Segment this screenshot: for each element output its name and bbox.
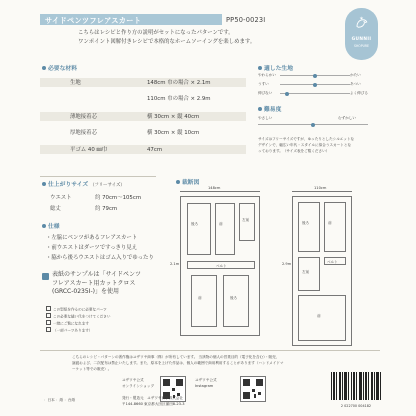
bullet-icon bbox=[42, 66, 46, 70]
bullet-icon bbox=[258, 66, 262, 70]
qr-icon bbox=[241, 377, 265, 401]
scale-left-label: 伸びない bbox=[258, 91, 273, 95]
product-code: PP50-0023I bbox=[226, 16, 266, 24]
difficulty-marker bbox=[311, 123, 315, 127]
barcode-number: 2 022700 004182 bbox=[340, 404, 372, 408]
checklist-item: この必要な縫い代をつけてください bbox=[46, 313, 111, 319]
width-dimension-line bbox=[180, 191, 260, 192]
finish-value: 約 79cm bbox=[95, 206, 118, 212]
difficulty-track bbox=[258, 124, 368, 125]
material-label: 厚地接着芯 bbox=[70, 130, 97, 136]
scale-left-label: うすい bbox=[258, 82, 269, 86]
bird-icon bbox=[354, 16, 369, 31]
finish-value: 約 70cm〜105cm bbox=[95, 195, 142, 201]
spec-item: ・前ウエストはダーツですっきり見え bbox=[46, 245, 138, 251]
bullet-icon bbox=[42, 224, 46, 228]
material-value: 110cm 巾の場合 × 2.9m bbox=[147, 96, 211, 102]
material-label: 薄地接着芯 bbox=[70, 114, 97, 120]
difficulty-heading: 難易度 bbox=[258, 104, 281, 113]
logo-name: GUNNII bbox=[351, 37, 372, 42]
scissors-icon bbox=[42, 273, 49, 280]
divider bbox=[40, 176, 156, 177]
finish-label: ウエスト bbox=[50, 195, 72, 201]
fabric-heading: 適した生地 bbox=[258, 63, 293, 72]
pattern-piece: 左前 bbox=[239, 203, 255, 241]
checklist-item: この型紙を作るのに必要なパーツ bbox=[46, 306, 107, 312]
width-dimension-line bbox=[292, 191, 352, 192]
scale-right-label: あつい bbox=[350, 82, 361, 86]
scale-right-label: よく伸びる bbox=[350, 91, 368, 95]
scale-marker bbox=[285, 92, 289, 96]
sample-note-line: フレアスカート用カットクロス bbox=[52, 279, 136, 287]
spec-item: ・脇から後ろウエストはゴム入りでゆったり bbox=[46, 255, 154, 261]
scale-marker bbox=[313, 74, 317, 78]
material-value: 横 30cm × 縦 40cm bbox=[147, 114, 200, 120]
fabric-layout-148 bbox=[180, 196, 260, 336]
scale-right-label: かたい bbox=[350, 73, 361, 77]
scale-marker bbox=[313, 83, 317, 87]
barcode-icon bbox=[330, 372, 382, 400]
page-title: サイドペンツフレアスカート bbox=[45, 15, 142, 25]
fabric-length-label: 2.1m bbox=[170, 262, 180, 266]
material-label: 平ゴム 40 ㎜巾 bbox=[70, 147, 108, 153]
material-value: 47cm bbox=[147, 147, 163, 153]
logo-sub: SHOPURE bbox=[354, 44, 369, 48]
title-bar bbox=[40, 14, 222, 25]
pattern-piece: 前 bbox=[298, 295, 346, 341]
pattern-piece: 左前 bbox=[298, 257, 320, 291]
scale-track bbox=[280, 75, 350, 76]
pattern-piece: 後ろ bbox=[223, 275, 249, 327]
checklist-item: （一部パーツあります） bbox=[46, 327, 92, 333]
material-value: 横 30cm × 縦 10cm bbox=[147, 130, 200, 136]
store-label: ユザワヤ公式 bbox=[122, 378, 144, 382]
spec-item: ・左脇にペンツがあるフレアスカート bbox=[46, 235, 138, 241]
intro-line-2: ワンポイント図解付きレシピで本格的なホームソーイングを楽しめます。 bbox=[78, 39, 256, 45]
barcode bbox=[330, 372, 382, 406]
origin-line: ：日本 ：紙 ：台紙 bbox=[44, 398, 76, 402]
copyright-line: こちらのレシピ・パターンの著作権はユザワヤ商事（株）が所有しています。 当該物の個人の営業目的（電子化を含む）・販売、 bbox=[72, 355, 280, 359]
difficulty-right-label: むずかしい bbox=[338, 116, 356, 120]
size-note-line: デザインで、幅広い年代・スタイルに似合うスカートとな bbox=[258, 143, 352, 147]
address-line: 〒144-8660 東京都大田区蒲田8-23-3 bbox=[122, 402, 185, 406]
pattern-piece: 前 bbox=[215, 203, 235, 255]
bullet-icon bbox=[258, 107, 262, 111]
copyright-line: ーケット等での販売）。 bbox=[72, 367, 112, 371]
fabric-length-label: 2.9m bbox=[282, 262, 292, 266]
spec-heading: 仕様 bbox=[42, 221, 60, 230]
fabric-width-label: 148cm bbox=[208, 186, 221, 190]
materials-heading: 必要な材料 bbox=[42, 63, 77, 72]
sample-note bbox=[52, 271, 141, 297]
pattern-piece: ベルト bbox=[324, 257, 346, 265]
scale-track bbox=[280, 84, 350, 85]
pattern-piece: ベルト bbox=[187, 261, 255, 269]
scale-track bbox=[280, 93, 350, 94]
difficulty-left-label: やさしい bbox=[258, 116, 273, 120]
sample-note-line: (GRCC-0235I-)」を使用 bbox=[52, 288, 119, 296]
pattern-piece: 後ろ bbox=[298, 202, 320, 252]
layout-heading: 裁断図 bbox=[176, 177, 199, 186]
fabric-width-label: 110cm bbox=[314, 186, 327, 190]
bullet-icon bbox=[176, 180, 180, 184]
store-name: オンラインショップ bbox=[122, 384, 155, 388]
store-name: Instagram bbox=[195, 384, 214, 388]
store-label: ユザワヤ公式 bbox=[195, 378, 217, 382]
size-note-line: サイズはフリーサイズですが、ゆったりとしたシルエットな bbox=[258, 137, 355, 141]
sample-note-line: 表紙のサンプルは「サイドペンツ bbox=[52, 271, 142, 278]
bullet-icon bbox=[42, 182, 46, 186]
footer-divider bbox=[40, 350, 380, 351]
pattern-piece: 後ろ bbox=[187, 203, 211, 255]
material-value: 148cm 巾の場合 × 2.1m bbox=[147, 80, 211, 86]
fabric-layout-110 bbox=[292, 196, 352, 346]
scale-left-label: やわらかい bbox=[258, 73, 276, 77]
copyright-line: 譲渡および、二次配布は禁止いたします。また、原本を上げた作品は、個人の範囲で商用利用することがあります（ハンドメイドマ bbox=[72, 361, 284, 365]
intro-line-1: こちらはレシピと作り方の説明がセットになったパターンです。 bbox=[78, 30, 234, 36]
brand-logo bbox=[345, 8, 378, 60]
finish-heading: 仕上がりサイズ （フリーサイズ） bbox=[42, 179, 125, 188]
material-label: 生地 bbox=[70, 80, 81, 86]
checklist-item: 一緒にご覧になれます bbox=[46, 320, 89, 326]
pattern-piece: 前 bbox=[191, 275, 217, 327]
finish-label: 総丈 bbox=[50, 206, 61, 212]
size-note-line: っております。（サイズ表をご覧ください） bbox=[258, 149, 330, 153]
pattern-piece: 前 bbox=[324, 202, 346, 252]
publisher-line: 発行・製造元 ユザワヤ商事株式会社 bbox=[122, 396, 184, 400]
qr-code-instagram[interactable] bbox=[240, 376, 266, 402]
